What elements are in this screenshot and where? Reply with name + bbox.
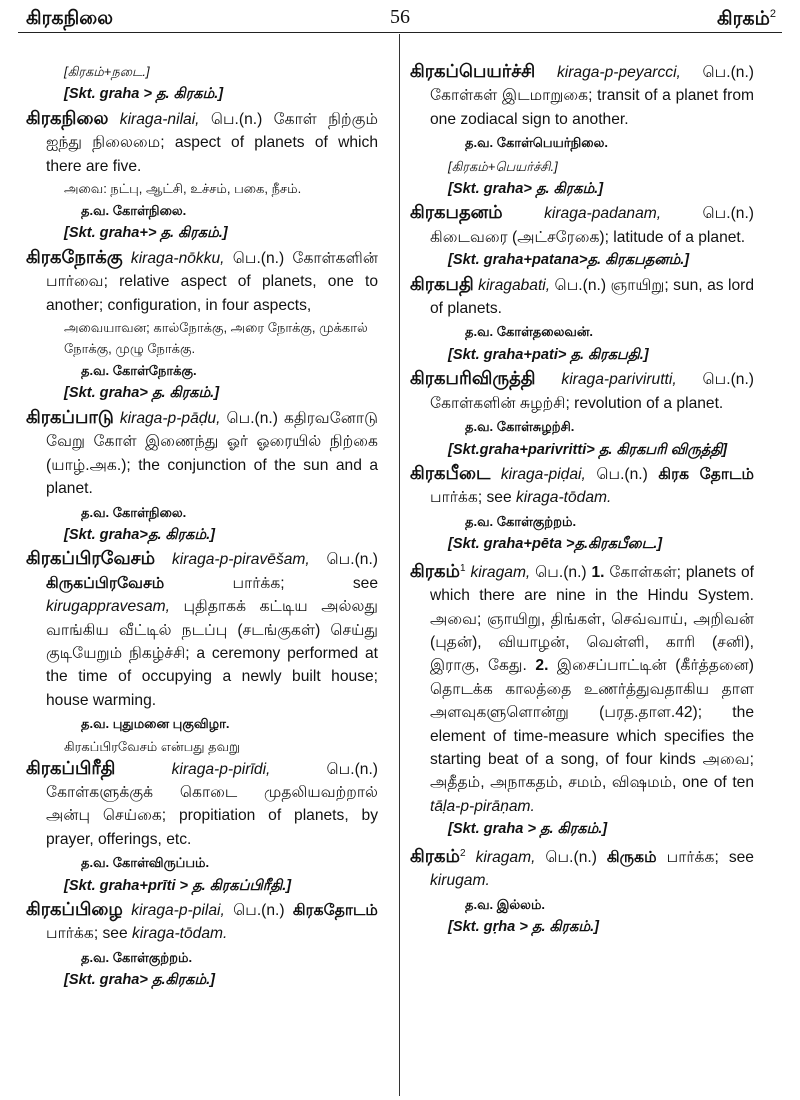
headword: கிரகபரிவிருத்தி bbox=[410, 368, 536, 389]
right-column bbox=[410, 60, 754, 939]
left-column bbox=[26, 60, 378, 993]
tamil-synonym: த.வ. கோள்குற்றம். bbox=[81, 949, 193, 965]
tamil-synonym: த.வ. கோள்குற்றம். bbox=[465, 513, 577, 529]
entry-source: [கிரகம்+நடை.] bbox=[64, 64, 150, 79]
dictionary-entry: கிரகப்பிரவேசம் kiraga-p-piravēšam, பெ.(n.) கிருகப்பிரவேசம் பார்க்க; see kirugappravesam, புதிதாகக் கட்டிய அல்லது வாங்கிய வீட்டில் நடப்பு (சடங்குகள்) செய்து குடியேறும் நிகழ்ச்சி; a ceremony performed at the time of occupying a newly built house; house warming. bbox=[26, 548, 378, 709]
definition: பெ.(n.) bbox=[309, 551, 378, 569]
transliteration: kiraga-nōkku, bbox=[130, 249, 225, 267]
homograph-number: 1 bbox=[460, 562, 466, 574]
dictionary-entry bbox=[410, 201, 754, 249]
headword: கிரகப்பிரவேசம் bbox=[26, 548, 156, 569]
dictionary-entry bbox=[26, 107, 378, 178]
definition: பெ.(n.) கதிரவனோடு வேறு கோள் இணைந்து ஓர் ஓரையில் நிற்கை (யாழ்.அக.); the conjunction of the sun and a planet. bbox=[46, 409, 378, 498]
entry-etymology: [Skt. graha > த. கிரகம்.] bbox=[64, 86, 224, 103]
entry-etymology: [Skt. graha > த. கிரகம்.] bbox=[448, 821, 608, 838]
definition: பெ.(n.) கிடைவரை (அட்சரேகை); latitude of a planet. bbox=[430, 205, 754, 246]
dictionary-entry bbox=[410, 273, 754, 321]
see-reference: kiraga-tōdam. bbox=[132, 925, 228, 943]
entry-etymology: [Skt. graha+> த. கிரகம்.] bbox=[64, 225, 228, 242]
entry-note: அவையாவன; கால்நோக்கு, அரை நோக்கு, முக்கால் நோக்கு, முழு நோக்கு. bbox=[64, 320, 368, 357]
entry-etymology: [Skt. graha> த.கிரகம்.] bbox=[64, 972, 216, 989]
entry-etymology: [Skt. graha+pēta >த.கிரகபீடை.] bbox=[448, 536, 663, 553]
tamil-synonym: த.வ. கோள்நிலை. bbox=[81, 203, 187, 219]
definition: பெ.(n.) bbox=[530, 563, 592, 581]
headword: கிரகப்பிழை bbox=[26, 899, 123, 919]
tamil-synonym: த.வ. கோள்சுழற்சி. bbox=[465, 419, 575, 435]
transliteration: kiraga-p-peyarcci, bbox=[556, 64, 681, 81]
dictionary-entry bbox=[410, 60, 754, 131]
entry-etymology: [Skt. graha> த. கிரகம்.] bbox=[64, 385, 220, 402]
entry-etymology: [Skt. graha>த. கிரகம்.] bbox=[64, 526, 216, 543]
tamil-synonym: த.வ. கோள்தலைவன். bbox=[465, 324, 594, 340]
see-reference: kirugappravesam, bbox=[46, 598, 170, 616]
headword: கிரகப்பிரீதி bbox=[26, 757, 116, 778]
transliteration: kiraga-p-pilai, bbox=[131, 902, 225, 919]
entry-etymology: [Skt. gṛha > த. கிரகம்.] bbox=[448, 919, 600, 935]
dictionary-entry: கிரகபீடை kiraga-piḍai, பெ.(n.) கிரக தோடம் பார்க்க; see kiraga-tōdam. bbox=[410, 462, 754, 507]
transliteration: kiragam, bbox=[475, 848, 536, 866]
homograph-number: 2 bbox=[460, 847, 466, 859]
sense-number: 1. bbox=[591, 563, 605, 581]
tamil-synonym: த.வ. கோள்பெயர்நிலை. bbox=[465, 135, 609, 151]
see-reference: tāḷa-p-pirāṇam. bbox=[430, 797, 535, 815]
dictionary-entry bbox=[26, 757, 378, 852]
sense-number: 2. bbox=[535, 657, 549, 675]
header-left-guideword: கிரகநிலை bbox=[26, 8, 114, 29]
tamil-synonym: த.வ. புதுமனை புகுவிழா. bbox=[81, 716, 230, 732]
see-reference: kirugam. bbox=[430, 872, 490, 890]
entry-etymology: [Skt. graha> த. கிரகம்.] bbox=[448, 181, 604, 198]
headword: கிரகபதி bbox=[410, 273, 474, 294]
page-number: 56 bbox=[390, 6, 410, 28]
dictionary-entry bbox=[410, 367, 754, 415]
dictionary-entry bbox=[26, 406, 378, 501]
entry-note: அவை: நட்பு, ஆட்சி, உச்சம், பகை, நீசம். bbox=[64, 181, 302, 197]
column-divider bbox=[399, 34, 400, 1096]
definition: பெ.(n.) bbox=[585, 465, 659, 483]
headword: கிரகபதனம் bbox=[410, 202, 503, 223]
transliteration: kiraga-nilai, bbox=[119, 110, 200, 128]
transliteration: kiraga-p-pirīdi, bbox=[171, 760, 271, 778]
entry-note: கிரகப்பிரவேசம் என்பது தவறு bbox=[64, 738, 240, 754]
headword: கிரகநிலை bbox=[26, 107, 109, 128]
entry-source: [கிரகம்+பெயர்ச்சி.] bbox=[448, 158, 558, 174]
see-reference: kiraga-tōdam. bbox=[516, 489, 612, 507]
page-header bbox=[18, 6, 782, 33]
headword: கிரகநோக்கு bbox=[26, 246, 123, 267]
cross-reference: கிருகப்பிரவேசம் bbox=[46, 574, 165, 592]
headword: கிரகப்பெயர்ச்சி bbox=[410, 61, 536, 81]
definition: பெ.(n.) கோள்கள் இடமாறுகை; transit of a planet from one zodiacal sign to another. bbox=[430, 64, 754, 128]
entry-etymology: [Skt. graha+patana>த. கிரகபதனம்.] bbox=[448, 252, 690, 269]
dictionary-entry bbox=[26, 246, 378, 317]
transliteration: kiraga-p-pāḍu, bbox=[119, 409, 221, 427]
tamil-synonym: த.வ. இல்லம். bbox=[465, 896, 546, 912]
headword: கிரகபீடை bbox=[410, 462, 491, 483]
definition: பெ.(n.) bbox=[535, 848, 607, 866]
cross-reference: கிரகதோடம் bbox=[292, 902, 378, 919]
tamil-synonym: த.வ. கோள்விருப்பம். bbox=[81, 855, 210, 871]
definition: பெ.(n.) கோள்களின் பார்வை; relative aspect of planets, one to another; configuration, in four aspects, bbox=[46, 249, 378, 314]
entry-etymology: [Skt.graha+parivritti> த. கிரகபரி விருத்தி] bbox=[448, 441, 728, 458]
transliteration: kiraga-parivirutti, bbox=[561, 371, 677, 389]
definition: பெ.(n.) கோள்களுக்குக் கொடை முதலியவற்றால் அன்பு செய்கை; propitiation of planets, by prayer, offerings, etc. bbox=[46, 760, 378, 848]
header-right-guideword: கிரகம்$^2$ bbox=[717, 8, 776, 30]
tamil-synonym: த.வ. கோள்நிலை. bbox=[81, 504, 187, 520]
transliteration: kiragam, bbox=[470, 563, 531, 581]
transliteration: kiraga-piḍai, bbox=[500, 465, 586, 483]
dictionary-entry: கிரகப்பிழை kiraga-p-pilai, பெ.(n.) கிரகதோடம் பார்க்க; see kiraga-tōdam. bbox=[26, 899, 378, 943]
dictionary-entry: கிரகம்$^1$ kiragam, பெ.(n.) 1. கோள்கள்; planets of which there are nine in the Hindu System. அவை; ஞாயிறு, திங்கள், செவ்வாய், அறிவன் (புதன்), வியாழன், வெள்ளி, காரி (சனி), இராகு, கேது. 2. இசைப்பாட்டின் (கீர்த்தனை) தொடக்க காலத்தை உணர்த்துவதாகிய தாள அளவுகளுளொன்று (பரத.தாள.42); the element of time-measure which specifies the starting beat of a song, of four kinds அவை; அதீதம், அநாகதம், சமம், விஷமம், one of ten tāḷa-p-pirāṇam. bbox=[410, 560, 754, 815]
entry-etymology: [Skt. graha+pati> த. கிரகபதி.] bbox=[448, 346, 649, 363]
headword: கிரகப்பாடு bbox=[26, 406, 114, 427]
tamil-synonym: த.வ. கோள்நோக்கு. bbox=[81, 363, 197, 379]
definition: பெ.(n.) கோள் நிற்கும் ஐந்து நிலைமை; aspect of planets of which there are five. bbox=[46, 110, 378, 175]
transliteration: kiraga-padanam, bbox=[544, 205, 662, 223]
cross-reference: கிரக தோடம் bbox=[658, 465, 754, 483]
dictionary-entry: கிரகம்$^2$ kiragam, பெ.(n.) கிருகம் பார்க்க; see kirugam. bbox=[410, 845, 754, 890]
definition: பெ.(n.) ஞாயிறு; sun, as lord of planets. bbox=[430, 276, 754, 318]
definition: பெ.(n.) bbox=[224, 902, 293, 919]
transliteration: kiragabati, bbox=[478, 276, 551, 294]
definition: பெ.(n.) கோள்களின் சுழற்சி; revolution of a planet. bbox=[430, 371, 754, 412]
entry-etymology: [Skt. graha+prīti > த. கிரகப்பிரீதி.] bbox=[64, 877, 292, 894]
transliteration: kiraga-p-piravēšam, bbox=[171, 551, 310, 569]
cross-reference: கிருகம் bbox=[606, 848, 657, 866]
headword: கிரகம் bbox=[410, 560, 461, 581]
headword: கிரகம் bbox=[410, 845, 461, 866]
